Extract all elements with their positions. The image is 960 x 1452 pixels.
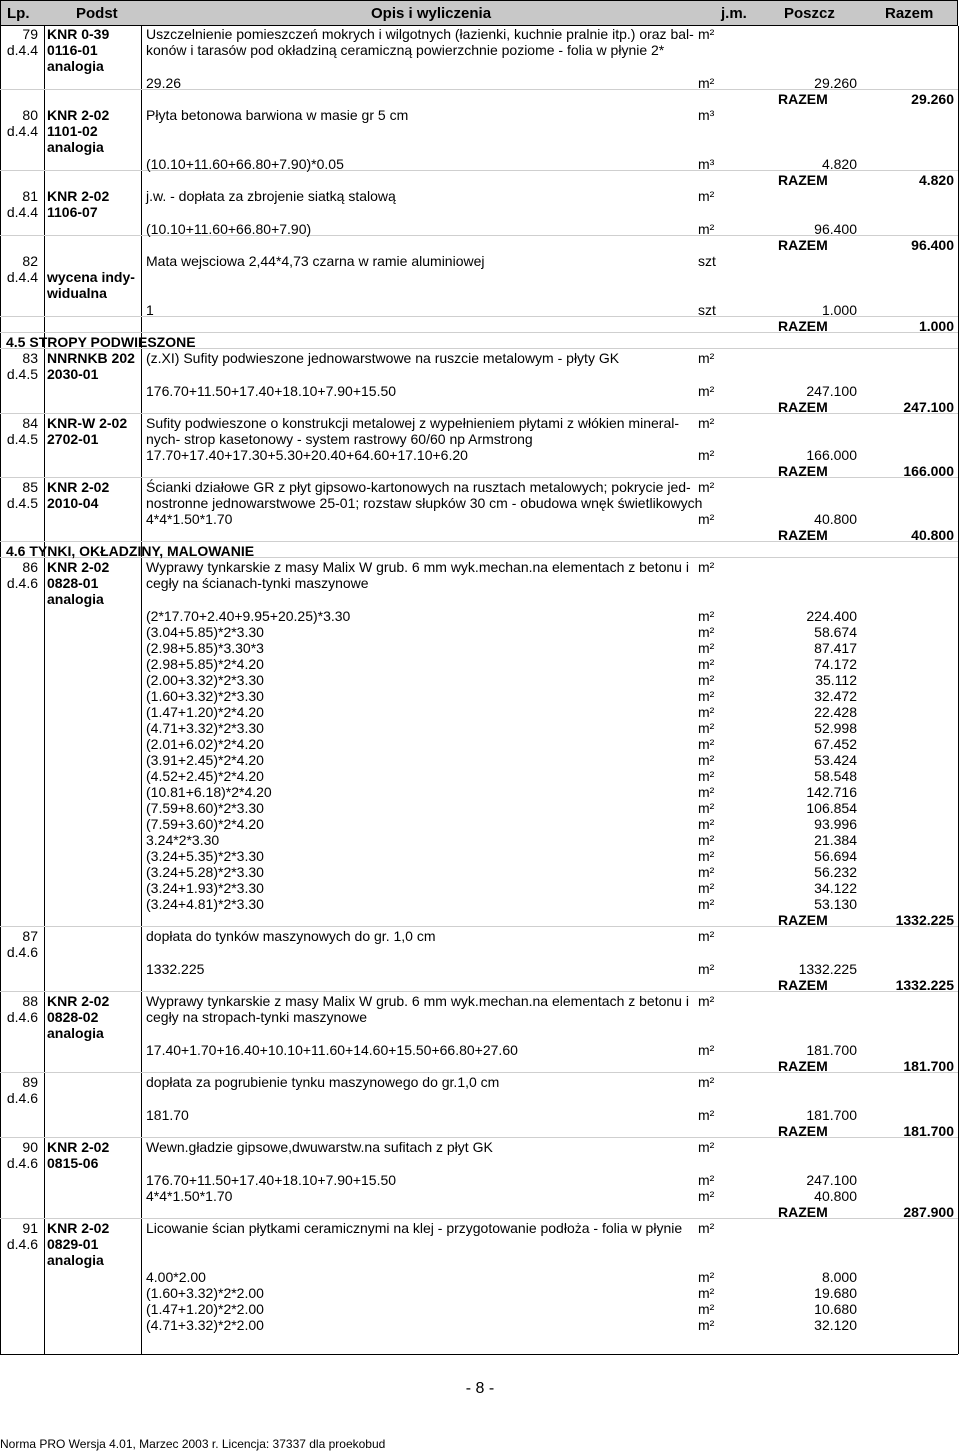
cell-lp: d.4.6 [6, 944, 38, 960]
cell-unit: m² [698, 896, 715, 912]
cell-poszcz: 247.100 [806, 1172, 857, 1188]
cell-opis: (z.XI) Sufity podwieszone jednowarstwowe na ruszcie metalowym - płyty GK [146, 350, 620, 366]
cell-calc: (3.04+5.85)*2*3.30 [146, 624, 264, 640]
cell-poszcz: 56.694 [814, 848, 857, 864]
cell-lp: d.4.6 [6, 1090, 38, 1106]
cell-lp: 83 [22, 350, 38, 366]
cell-lp: 80 [22, 107, 38, 123]
cell-unit: m² [698, 1172, 715, 1188]
cell-poszcz: 1.000 [821, 302, 857, 318]
cell-razlbl: RAZEM [778, 237, 828, 253]
cell-podst: KNR 2-02 [47, 559, 110, 575]
cell-lp: d.4.5 [6, 366, 38, 382]
cell-unit: m² [698, 447, 715, 463]
cell-calc: 17.40+1.70+16.40+10.10+11.60+14.60+15.50+66.80+27.60 [146, 1042, 518, 1058]
cell-podst: 0815-06 [47, 1155, 99, 1171]
cell-poszcz: 19.680 [814, 1285, 857, 1301]
cell-unit: m² [698, 624, 715, 640]
cell-calc: 176.70+11.50+17.40+18.10+7.90+15.50 [146, 1172, 397, 1188]
cell-calc: 1 [146, 302, 154, 318]
cell-podst: KNR 2-02 [47, 993, 110, 1009]
cell-lp: d.4.5 [6, 431, 38, 447]
cell-calc: 176.70+11.50+17.40+18.10+7.90+15.50 [146, 383, 397, 399]
cell-unit: m² [698, 188, 715, 204]
cell-calc: (1.60+3.32)*2*3.30 [146, 688, 264, 704]
cell-calc: (2.98+5.85)*2*4.20 [146, 656, 264, 672]
header-lp: Lp. [7, 5, 30, 22]
cell-poszcz: 22.428 [814, 704, 857, 720]
cell-unit: m² [698, 848, 715, 864]
cell-lp: 89 [22, 1074, 38, 1090]
cell-lp: 87 [22, 928, 38, 944]
cell-poszcz: 32.472 [814, 688, 857, 704]
cell-calc: (1.60+3.32)*2*2.00 [146, 1285, 264, 1301]
table-bottom-border [0, 1354, 958, 1355]
cell-podst: KNR-W 2-02 [47, 415, 128, 431]
cell-podst: 2010-04 [47, 495, 99, 511]
cell-poszcz: 21.384 [814, 832, 857, 848]
cell-unit: m² [698, 1269, 715, 1285]
cell-unit: m² [698, 993, 715, 1009]
cell-poszcz: 56.232 [814, 864, 857, 880]
cell-lp: 88 [22, 993, 38, 1009]
cell-opis: nych- strop kasetonowy - system rastrowy 60/60 np Armstrong [146, 431, 533, 447]
cell-lp: d.4.4 [6, 269, 38, 285]
cell-podst: NNRNKB 202 [47, 350, 135, 366]
cell-poszcz: 181.700 [806, 1042, 857, 1058]
cell-razem: 4.820 [918, 172, 954, 188]
cell-podst: 0116-01 [47, 42, 98, 58]
cell-section: 4.6 TYNKI, OKŁADZINY, MALOWANIE [6, 543, 255, 559]
cell-poszcz: 29.260 [814, 75, 857, 91]
cell-podst: 0828-02 [47, 1009, 99, 1025]
cell-poszcz: 58.674 [814, 624, 857, 640]
cell-razem: 29.260 [911, 91, 954, 107]
cell-podst: wycena indy- [47, 269, 135, 285]
cell-calc: (3.91+2.45)*2*4.20 [146, 752, 264, 768]
cell-podst: 2702-01 [47, 431, 99, 447]
cell-razlbl: RAZEM [778, 1058, 828, 1074]
cell-calc: 29.26 [146, 75, 182, 91]
cell-unit: m² [698, 640, 715, 656]
cell-unit: m² [698, 704, 715, 720]
cell-calc: 3.24*2*3.30 [146, 832, 220, 848]
cell-opis: nostronne jednowarstwowe 25-01; rozstaw słupków 30 cm - obudowa wnęk świetlikowych [146, 495, 703, 511]
cell-razem: 96.400 [911, 237, 954, 253]
header-jm: j.m. [721, 5, 747, 22]
cell-poszcz: 1332.225 [798, 961, 857, 977]
cell-opis: dopłata za pogrubienie tynku maszynowego do gr.1,0 cm [146, 1074, 500, 1090]
cell-poszcz: 106.854 [806, 800, 857, 816]
cell-opis: Licowanie ścian płytkami ceramicznymi na klej - przygotowanie podłoża - folia w płynie [146, 1220, 683, 1236]
cell-unit: m² [698, 1317, 715, 1333]
cell-calc: 4*4*1.50*1.70 [146, 511, 233, 527]
cell-razem: 1332.225 [895, 977, 954, 993]
cell-opis: Uszczelnienie pomieszczeń mokrych i wilgotnych (łazienki, kuchnie pralnie itp.) oraz bal- [146, 26, 694, 42]
cell-lp: d.4.6 [6, 1236, 38, 1252]
cell-poszcz: 53.424 [814, 752, 857, 768]
cell-poszcz: 58.548 [814, 768, 857, 784]
cell-razem: 40.800 [911, 527, 954, 543]
cell-calc: (2*17.70+2.40+9.95+20.25)*3.30 [146, 608, 351, 624]
cell-podst: 1106-07 [47, 204, 98, 220]
cell-opis: Wyprawy tynkarskie z masy Malix W grub. 6 mm wyk.mechan.na elementach z betonu i [146, 559, 689, 575]
cell-razlbl: RAZEM [778, 318, 828, 334]
cell-unit: m² [698, 1139, 715, 1155]
cell-unit: m² [698, 75, 715, 91]
cell-poszcz: 166.000 [806, 447, 857, 463]
cell-lp: d.4.6 [6, 575, 38, 591]
cell-podst: analogia [47, 139, 104, 155]
cell-razem: 287.900 [903, 1204, 954, 1220]
cell-unit: m³ [698, 107, 715, 123]
cell-podst: analogia [47, 1025, 104, 1041]
cell-calc: (2.00+3.32)*2*3.30 [146, 672, 264, 688]
cell-opis: j.w. - dopłata za zbrojenie siatką stalową [146, 188, 396, 204]
cell-calc: 181.70 [146, 1107, 189, 1123]
header-opis: Opis i wyliczenia [371, 5, 492, 22]
cell-unit: m² [698, 1107, 715, 1123]
cell-unit: m² [698, 479, 715, 495]
cell-unit: m² [698, 350, 715, 366]
cell-unit: m² [698, 221, 715, 237]
software-footer: Norma PRO Wersja 4.01, Marzec 2003 r. Licencja: 37337 dla proekobud [0, 1437, 386, 1451]
cell-calc: (1.47+1.20)*2*2.00 [146, 1301, 264, 1317]
cell-unit: m² [698, 415, 715, 431]
header-razem: Razem [885, 5, 934, 22]
cell-poszcz: 52.998 [814, 720, 857, 736]
cell-unit: m² [698, 880, 715, 896]
cell-unit: m² [698, 688, 715, 704]
cell-unit: m² [698, 1074, 715, 1090]
cell-lp: d.4.4 [6, 42, 38, 58]
cell-lp: d.4.4 [6, 204, 38, 220]
cell-razlbl: RAZEM [778, 399, 828, 415]
cell-calc: 4.00*2.00 [146, 1269, 206, 1285]
cell-lp: 90 [22, 1139, 38, 1155]
page-number: - 8 - [465, 1380, 495, 1397]
cell-unit: m² [698, 1042, 715, 1058]
cell-lp: 84 [22, 415, 38, 431]
cell-section: 4.5 STROPY PODWIESZONE [6, 334, 196, 350]
cell-razem: 181.700 [903, 1123, 954, 1139]
header-podst: Podst [76, 5, 118, 22]
cell-lp: 85 [22, 479, 38, 495]
table-header [0, 0, 958, 26]
cell-unit: m² [698, 800, 715, 816]
cell-podst: 0829-01 [47, 1236, 99, 1252]
cell-razlbl: RAZEM [778, 977, 828, 993]
cell-lp: d.4.6 [6, 1009, 38, 1025]
cell-unit: szt [698, 302, 716, 318]
cell-opis: cegły na stropach-tynki maszynowe [146, 1009, 367, 1025]
cell-opis: Sufity podwieszone o konstrukcji metalowej z wypełnieniem płytami z włókien mineral- [146, 415, 679, 431]
cell-calc: (3.24+5.35)*2*3.30 [146, 848, 264, 864]
cell-razlbl: RAZEM [778, 1123, 828, 1139]
cell-podst: KNR 2-02 [47, 479, 110, 495]
cell-unit: m² [698, 928, 715, 944]
cell-unit: m² [698, 864, 715, 880]
cell-calc: 4*4*1.50*1.70 [146, 1188, 233, 1204]
cell-unit: m² [698, 1301, 715, 1317]
cell-lp: d.4.4 [6, 123, 38, 139]
cell-razlbl: RAZEM [778, 91, 828, 107]
cell-opis: dopłata do tynków maszynowych do gr. 1,0 cm [146, 928, 436, 944]
cell-razem: 1332.225 [895, 912, 954, 928]
cell-poszcz: 40.800 [814, 1188, 857, 1204]
cell-razem: 247.100 [903, 399, 954, 415]
cell-opis: cegły na ścianach-tynki maszynowe [146, 575, 369, 591]
cell-poszcz: 53.130 [814, 896, 857, 912]
cell-calc: (4.71+3.32)*2*3.30 [146, 720, 264, 736]
cell-unit: m² [698, 816, 715, 832]
cell-unit: m² [698, 608, 715, 624]
cell-poszcz: 87.417 [814, 640, 857, 656]
cell-podst: KNR 2-02 [47, 1220, 110, 1236]
cell-lp: 79 [22, 26, 38, 42]
cell-poszcz: 40.800 [814, 511, 857, 527]
cell-opis: konów i tarasów pod okładziną ceramiczną powierzchnie poziome - folia w płynie 2* [146, 42, 665, 58]
cell-calc: (1.47+1.20)*2*4.20 [146, 704, 264, 720]
cell-poszcz: 10.680 [814, 1301, 857, 1317]
cell-lp: d.4.5 [6, 495, 38, 511]
cell-poszcz: 32.120 [814, 1317, 857, 1333]
cell-calc: (3.24+4.81)*2*3.30 [146, 896, 264, 912]
cell-calc: (2.01+6.02)*2*4.20 [146, 736, 264, 752]
cell-unit: m² [698, 784, 715, 800]
cell-razem: 166.000 [903, 463, 954, 479]
cell-razem: 1.000 [918, 318, 954, 334]
cell-calc: (10.81+6.18)*2*4.20 [146, 784, 272, 800]
cell-opis: Mata wejsciowa 2,44*4,73 czarna w ramie aluminiowej [146, 253, 485, 269]
cell-poszcz: 247.100 [806, 383, 857, 399]
cell-podst: analogia [47, 1252, 104, 1268]
cell-calc: (7.59+8.60)*2*3.30 [146, 800, 264, 816]
cell-razlbl: RAZEM [778, 1204, 828, 1220]
cell-calc: (2.98+5.85)*3.30*3 [146, 640, 264, 656]
cell-unit: m² [698, 832, 715, 848]
cell-podst: KNR 2-02 [47, 1139, 110, 1155]
cell-lp: d.4.6 [6, 1155, 38, 1171]
cell-lp: 82 [22, 253, 38, 269]
cell-unit: m³ [698, 156, 715, 172]
cell-poszcz: 224.400 [806, 608, 857, 624]
cell-unit: m² [698, 383, 715, 399]
cell-podst: KNR 0-39 [47, 26, 110, 42]
cell-opis: Wewn.gładzie gipsowe,dwuwarstw.na sufitach z płyt GK [146, 1139, 493, 1155]
cell-poszcz: 142.716 [806, 784, 857, 800]
cell-razlbl: RAZEM [778, 527, 828, 543]
cell-unit: m² [698, 720, 715, 736]
cell-poszcz: 67.452 [814, 736, 857, 752]
cell-calc: (7.59+3.60)*2*4.20 [146, 816, 264, 832]
cell-razem: 181.700 [903, 1058, 954, 1074]
cell-lp: 81 [22, 188, 38, 204]
cell-poszcz: 8.000 [821, 1269, 857, 1285]
cell-razlbl: RAZEM [778, 172, 828, 188]
column-divider [958, 26, 959, 1354]
cell-calc: (10.10+11.60+66.80+7.90) [146, 221, 312, 237]
cell-lp: 86 [22, 559, 38, 575]
cell-unit: m² [698, 26, 715, 42]
cell-podst: 0828-01 [47, 575, 99, 591]
cell-unit: m² [698, 559, 715, 575]
cell-unit: m² [698, 1285, 715, 1301]
cell-unit: m² [698, 961, 715, 977]
cell-calc: (10.10+11.60+66.80+7.90)*0.05 [146, 156, 344, 172]
cell-podst: 1101-02 [47, 123, 98, 139]
cell-unit: m² [698, 1220, 715, 1236]
cell-unit: m² [698, 1188, 715, 1204]
cell-poszcz: 4.820 [821, 156, 857, 172]
cell-poszcz: 181.700 [806, 1107, 857, 1123]
cell-podst: KNR 2-02 [47, 107, 110, 123]
cell-unit: szt [698, 253, 716, 269]
cell-unit: m² [698, 656, 715, 672]
cell-opis: Płyta betonowa barwiona w masie gr 5 cm [146, 107, 409, 123]
cell-razlbl: RAZEM [778, 463, 828, 479]
cell-podst: 2030-01 [47, 366, 99, 382]
cell-poszcz: 74.172 [814, 656, 857, 672]
cell-calc: 1332.225 [146, 961, 205, 977]
cell-poszcz: 35.112 [815, 672, 857, 688]
cell-unit: m² [698, 752, 715, 768]
cell-calc: (4.52+2.45)*2*4.20 [146, 768, 264, 784]
cell-calc: (3.24+1.93)*2*3.30 [146, 880, 264, 896]
cell-unit: m² [698, 736, 715, 752]
cell-poszcz: 96.400 [814, 221, 857, 237]
cell-calc: (3.24+5.28)*2*3.30 [146, 864, 264, 880]
cell-lp: 91 [22, 1220, 38, 1236]
cell-unit: m² [698, 672, 715, 688]
cell-podst: analogia [47, 591, 104, 607]
cell-opis: Wyprawy tynkarskie z masy Malix W grub. 6 mm wyk.mechan.na elementach z betonu i [146, 993, 689, 1009]
cell-podst: analogia [47, 58, 104, 74]
cell-poszcz: 34.122 [814, 880, 857, 896]
cell-poszcz: 93.996 [814, 816, 857, 832]
cell-opis: Ścianki działowe GR z płyt gipsowo-kartonowych na rusztach metalowych; pokrycie jed- [146, 479, 691, 495]
cell-razlbl: RAZEM [778, 912, 828, 928]
cell-podst: widualna [47, 285, 107, 301]
cell-podst: KNR 2-02 [47, 188, 110, 204]
column-divider [44, 26, 45, 1354]
cell-unit: m² [698, 511, 715, 527]
header-poszcz: Poszcz [784, 5, 835, 22]
cell-calc: (4.71+3.32)*2*2.00 [146, 1317, 264, 1333]
cell-unit: m² [698, 768, 715, 784]
cell-calc: 17.70+17.40+17.30+5.30+20.40+64.60+17.10+6.20 [146, 447, 468, 463]
